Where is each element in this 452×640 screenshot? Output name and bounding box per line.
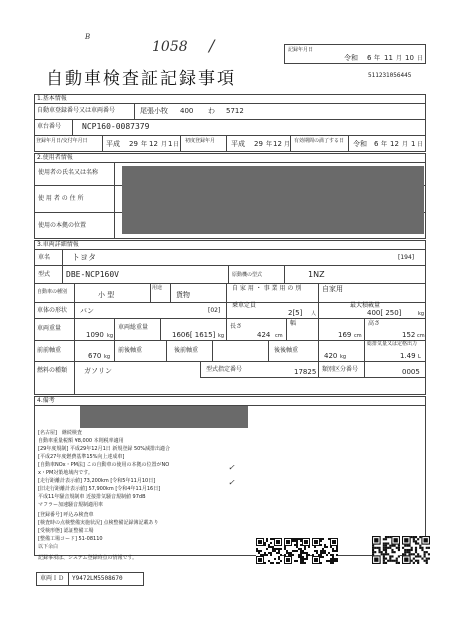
- maker-value: トヨタ: [72, 253, 96, 262]
- remark-line: [旧走行距離計表示値] 57,900km [令和4年11月16日]: [38, 486, 161, 492]
- type-designation-label: 型式指定番号: [206, 366, 243, 373]
- record-date-label: 記録年月日: [288, 47, 314, 53]
- expiry-date-day-unit: 日: [417, 141, 424, 148]
- vehicle-weight-value: 1090: [86, 331, 104, 339]
- remark-line: [自動車NOx・PM法] この自動車の使用の本拠の位置がNO: [38, 462, 170, 468]
- capacity-value: 2[5]: [288, 309, 303, 317]
- handwritten-letter: B: [85, 33, 91, 41]
- remark-line: 自動車重量税額 ¥8,000 本則税率適用: [38, 438, 124, 444]
- vehicle-section-label: 3.車両詳細情報: [37, 241, 79, 248]
- width-value: 169: [338, 331, 352, 339]
- redaction-block-user: [122, 166, 424, 234]
- fuel-type-label: 燃料の種類: [37, 367, 68, 374]
- maker-label: 車名: [38, 254, 51, 261]
- redaction-block-remarks: [80, 406, 248, 428]
- handwritten-check-mark: ✓: [228, 463, 235, 472]
- remark-line: [名古屋] 継続検査: [38, 430, 82, 436]
- business-use-label: 自 家 用 ・ 事 業 用 の 別: [232, 285, 302, 292]
- body-shape-code: [02]: [208, 307, 221, 314]
- remark-line: [検査時の点検整備実施状況] 点検整備記録簿記載あり: [38, 520, 159, 526]
- front-front-axle-value: 670: [88, 352, 102, 360]
- vehicle-weight-unit: kg: [107, 333, 114, 339]
- user-section-label: 2.使用者情報: [37, 154, 73, 161]
- qr-code: [256, 538, 282, 564]
- model-value: DBE-NCP160V: [66, 270, 119, 279]
- remark-line: [整備工場コード] 51-08110: [38, 536, 103, 542]
- width-label: 幅: [290, 320, 297, 327]
- remark-line: [走行距離計表示値] 73,200km [令和5年11月10日]: [38, 478, 156, 484]
- chassis-number-value: NCP160-0087379: [82, 122, 150, 131]
- record-date-month: 11: [384, 54, 393, 62]
- expiry-date-label: 有効期間の満了する日: [294, 138, 345, 144]
- body-shape-value: バン: [80, 307, 94, 315]
- category-number-label: 類別区分番号: [322, 366, 359, 373]
- vehicle-id-label: 車両ＩＤ: [40, 575, 65, 582]
- remark-line: x・PM対策地域内です。: [38, 470, 93, 476]
- record-date-era: 令和: [344, 54, 358, 62]
- registration-date-month: 12: [149, 140, 158, 148]
- height-value: 152: [402, 331, 416, 339]
- expiry-date-year-unit: 年: [381, 141, 388, 148]
- vehicle-kind-label: 自動車の種別: [37, 289, 68, 295]
- gross-weight-value: 1606[ 1615]: [172, 331, 216, 339]
- first-registration-label: 初度登録年月: [185, 138, 216, 144]
- displacement-unit: L: [418, 354, 421, 360]
- user-address-label: 使 用 者 の 住 所: [38, 195, 84, 202]
- use-label: 用途: [152, 285, 163, 291]
- capacity-unit: 人: [311, 311, 317, 317]
- registration-date-label: 登録年月日/交付年月日: [36, 138, 88, 144]
- front-front-axle-label: 前前軸重: [37, 347, 62, 354]
- height-unit: cm: [417, 333, 425, 339]
- registration-date-day: 1: [168, 140, 173, 148]
- engine-model-value: 1NZ: [308, 270, 325, 279]
- category-number-value: 0005: [402, 368, 420, 376]
- document-number: 511231056445: [368, 72, 412, 79]
- vehicle-kind-value: 小 型: [98, 291, 115, 299]
- first-registration-month: 12: [273, 140, 282, 148]
- engine-model-label: 原動機の型式: [232, 272, 263, 278]
- use-value: 貨物: [176, 291, 190, 299]
- gross-weight-label: 車両総重量: [118, 324, 149, 331]
- max-load-value: 400[ 250]: [367, 309, 402, 317]
- remark-line: マフラー加速騒音規制適用車: [38, 502, 104, 508]
- registration-serial: 5712: [226, 107, 244, 115]
- record-date-year-unit: 年: [374, 55, 381, 62]
- registration-date-month-unit: 月: [161, 141, 168, 148]
- gross-weight-unit: kg: [218, 333, 225, 339]
- rear-front-axle-label: 後前軸重: [174, 347, 199, 354]
- vehicle-weight-label: 車両重量: [37, 325, 62, 332]
- front-front-axle-unit: kg: [104, 354, 111, 360]
- registration-date-era: 平成: [106, 140, 120, 148]
- handwritten-number: 1058: [152, 39, 188, 55]
- registration-number-label: 自動車登録番号又は車両番号: [37, 107, 116, 114]
- remark-line: 以下余白: [38, 544, 59, 550]
- vehicle-id-value: Y9472LM5508670: [72, 575, 123, 582]
- registration-class: 400: [180, 107, 194, 115]
- maker-code: [194]: [398, 254, 415, 261]
- record-date-month-unit: 月: [396, 55, 403, 62]
- length-value: 424: [257, 331, 271, 339]
- qr-code: [372, 536, 400, 564]
- displacement-value: 1.49: [400, 352, 416, 360]
- expiry-date-month: 12: [390, 140, 399, 148]
- record-date-day-unit: 日: [417, 55, 424, 62]
- inspection-certificate-record: [22, 22, 436, 622]
- max-load-unit: kg: [418, 311, 425, 317]
- model-label: 型式: [38, 271, 51, 278]
- user-name-label: 使用者の氏名又は名称: [38, 169, 99, 176]
- width-unit: cm: [354, 333, 362, 339]
- length-label: 長さ: [230, 323, 243, 330]
- registration-date-day-unit: 日: [173, 141, 180, 148]
- registration-region: 尾張小牧: [140, 107, 168, 115]
- expiry-date-month-unit: 月: [402, 141, 409, 148]
- business-use-value: 自家用: [322, 285, 343, 293]
- expiry-date-year: 6: [374, 140, 379, 148]
- registration-date-year-unit: 年: [141, 141, 148, 148]
- footer-note: 記録事項は、システム登録時点の情報です。: [38, 555, 138, 561]
- qr-code: [312, 538, 338, 564]
- displacement-label: 総排気量又は定格出力: [367, 341, 418, 347]
- remark-line: 平成11年騒音規制車 近接排気騒音規制値 97dB: [38, 494, 146, 500]
- qr-code: [402, 536, 430, 564]
- body-shape-label: 車体の形状: [37, 307, 68, 314]
- rear-rear-axle-value: 420: [324, 352, 338, 360]
- registration-date-year: 29: [129, 140, 138, 148]
- length-unit: cm: [275, 333, 283, 339]
- chassis-number-label: 車台番号: [37, 123, 62, 130]
- first-registration-year-unit: 年: [266, 141, 273, 148]
- document-title: 自動車検査証記録事項: [46, 69, 236, 89]
- registration-kana: わ: [208, 107, 215, 115]
- remarks-section-label: 4.備考: [37, 397, 55, 404]
- record-date-year: 6: [367, 54, 372, 62]
- handwritten-check-mark: ✓: [228, 478, 235, 487]
- rear-rear-axle-unit: kg: [340, 354, 347, 360]
- rear-rear-axle-label: 後後軸重: [274, 347, 299, 354]
- height-label: 高さ: [368, 320, 381, 327]
- max-load-label: 最大積載量: [350, 302, 381, 309]
- first-registration-year: 29: [254, 140, 263, 148]
- capacity-label: 乗車定員: [232, 302, 257, 309]
- type-designation-value: 17825: [294, 368, 317, 376]
- qr-code: [284, 538, 310, 564]
- remark-line: [受検形態] 認証整備工場: [38, 528, 94, 534]
- fuel-type-value: ガソリン: [84, 367, 112, 375]
- remark-line: [登録番号] 呼込み検査車: [38, 512, 94, 518]
- expiry-date-era: 令和: [353, 140, 367, 148]
- handwritten-mark: /: [209, 36, 215, 55]
- first-registration-month-unit: 月: [284, 141, 291, 148]
- remark-line: [29年度規制] 平成29年12月1日 新規登録 50%減排出適合: [38, 446, 171, 452]
- base-location-label: 使用の本拠の位置: [38, 222, 87, 229]
- record-date-day: 10: [405, 54, 414, 62]
- first-registration-era: 平成: [231, 140, 245, 148]
- basic-section-label: 1.基本情報: [37, 95, 67, 102]
- front-rear-axle-label: 前後軸重: [118, 347, 143, 354]
- expiry-date-day: 1: [411, 140, 416, 148]
- remark-line: [平成27年度燃費基準15%向上達成車]: [38, 454, 125, 460]
